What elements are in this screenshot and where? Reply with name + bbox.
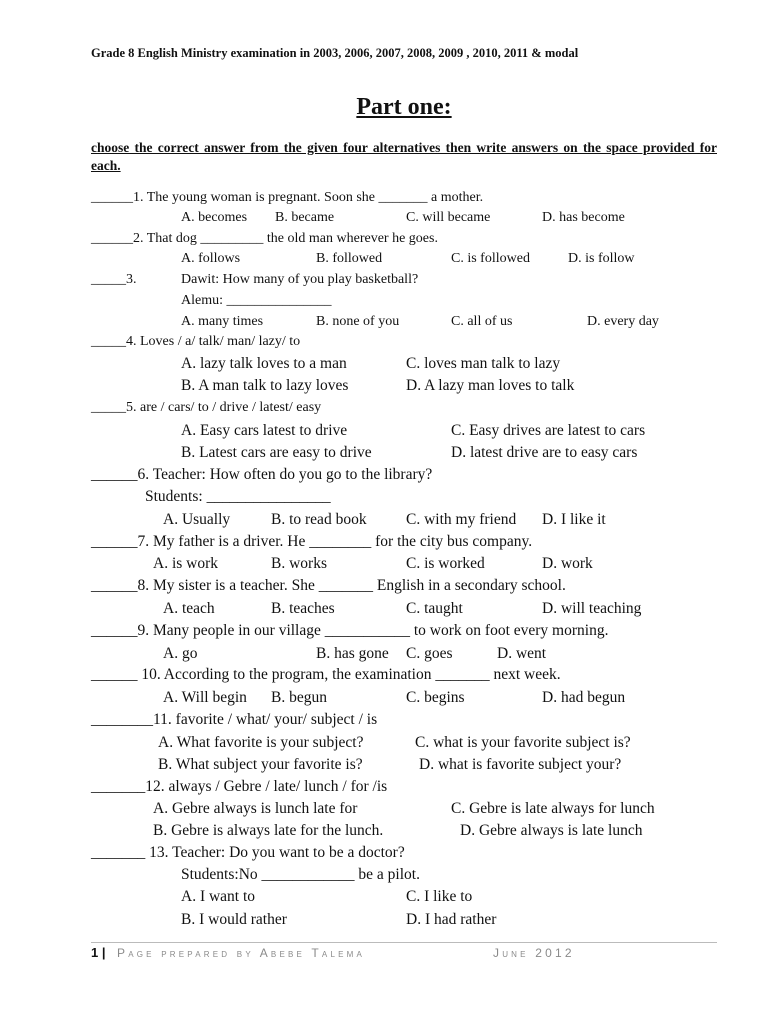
option-a: A. teach (163, 600, 215, 617)
option-c: C. Gebre is late always for lunch (451, 800, 655, 817)
option-b: B. What subject your favorite is? (158, 756, 363, 773)
option-b: B. A man talk to lazy loves (181, 377, 349, 394)
option-b: B. Latest cars are easy to drive (181, 444, 372, 461)
option-c: C. goes (406, 645, 453, 662)
option-c: C. loves man talk to lazy (406, 355, 561, 372)
option-c: C. is worked (406, 555, 485, 572)
footer-credit: Page prepared by Abebe Talema (117, 946, 366, 960)
option-b: B. I would rather (181, 911, 287, 928)
option-d: D. what is favorite subject your? (419, 756, 622, 773)
option-a: A. many times (181, 314, 264, 329)
option-a: A. Easy cars latest to drive (181, 422, 348, 439)
option-a: A. lazy talk loves to a man (181, 355, 347, 372)
option-c: C. taught (406, 600, 463, 617)
option-d: D. went (497, 645, 547, 662)
option-d: D. I had rather (406, 911, 497, 928)
page-number: 1 | (91, 945, 106, 960)
option-d: D. will teaching (542, 600, 642, 617)
question-stem: ______6. Teacher: How often do you go to the library? (91, 466, 433, 483)
instructions: choose the correct answer from the given four alternatives then write answers on the space provided for each. (91, 140, 717, 173)
question-stem: ______8. My sister is a teacher. She _______ English in a secondary school. (91, 577, 566, 594)
option-d: D. Gebre always is late lunch (460, 822, 643, 839)
option-c: C. will became (406, 210, 491, 225)
option-b: B. none of you (316, 314, 400, 329)
footer-divider (91, 942, 717, 943)
page-title: Part one: (356, 94, 452, 120)
question-number: _____3. (91, 272, 137, 287)
option-d: D. A lazy man loves to talk (406, 377, 575, 394)
footer-date: June 2012 (493, 946, 575, 960)
option-c: C. is followed (451, 251, 530, 266)
question-stem: _____5. are / cars/ to / drive / latest/ easy (91, 400, 322, 415)
option-a: A. Usually (163, 511, 231, 528)
option-d: D. every day (587, 314, 659, 329)
option-d: D. latest drive are to easy cars (451, 444, 638, 461)
option-c: C. what is your favorite subject is? (415, 734, 631, 751)
option-a: A. What favorite is your subject? (158, 734, 364, 751)
option-b: B. became (275, 210, 335, 225)
question-stem: ______ 10. According to the program, the examination _______ next week. (91, 666, 561, 683)
option-d: D. has become (542, 210, 625, 225)
question-stem: ______9. Many people in our village ___________ to work on foot every morning. (91, 622, 609, 639)
option-b: B. to read book (271, 511, 367, 528)
option-b: B. Gebre is always late for the lunch. (153, 822, 384, 839)
question-dialogue: Students: ________________ (145, 488, 331, 505)
page-header: Grade 8 English Ministry examination in 2003, 2006, 2007, 2008, 2009 , 2010, 2011 & modal (91, 46, 579, 60)
option-b: B. works (271, 555, 327, 572)
question-dialogue: Alemu: _______________ (181, 293, 332, 308)
option-a: A. Will begin (163, 689, 247, 706)
option-a: A. Gebre always is lunch late for (153, 800, 358, 817)
option-d: D. I like it (542, 511, 606, 528)
option-a: A. is work (153, 555, 219, 572)
question-dialogue: Students:No ____________ be a pilot. (181, 866, 420, 883)
option-b: B. teaches (271, 600, 335, 617)
option-a: A. follows (181, 251, 241, 266)
option-b: B. begun (271, 689, 327, 706)
option-d: D. work (542, 555, 593, 572)
option-c: C. all of us (451, 314, 513, 329)
question-stem: ______2. That dog _________ the old man wherever he goes. (91, 231, 438, 246)
option-b: B. has gone (316, 645, 389, 662)
option-a: A. becomes (181, 210, 248, 225)
option-c: C. I like to (406, 888, 473, 905)
question-stem: ________11. favorite / what/ your/ subject / is (91, 711, 378, 728)
option-a: A. go (163, 645, 198, 662)
question-stem: ______7. My father is a driver. He ________ for the city bus company. (91, 533, 533, 550)
question-stem: _______ 13. Teacher: Do you want to be a doctor? (91, 844, 405, 861)
option-c: C. begins (406, 689, 465, 706)
option-a: A. I want to (181, 888, 256, 905)
question-stem: _______12. always / Gebre / late/ lunch / for /is (91, 778, 388, 795)
option-c: C. Easy drives are latest to cars (451, 422, 646, 439)
option-b: B. followed (316, 251, 383, 266)
option-d: D. had begun (542, 689, 626, 706)
question-stem: Dawit: How many of you play basketball? (181, 272, 419, 287)
option-d: D. is follow (568, 251, 635, 266)
option-c: C. with my friend (406, 511, 517, 528)
question-stem: _____4. Loves / a/ talk/ man/ lazy/ to (91, 334, 301, 349)
question-stem: ______1. The young woman is pregnant. Soon she _______ a mother. (91, 190, 484, 205)
